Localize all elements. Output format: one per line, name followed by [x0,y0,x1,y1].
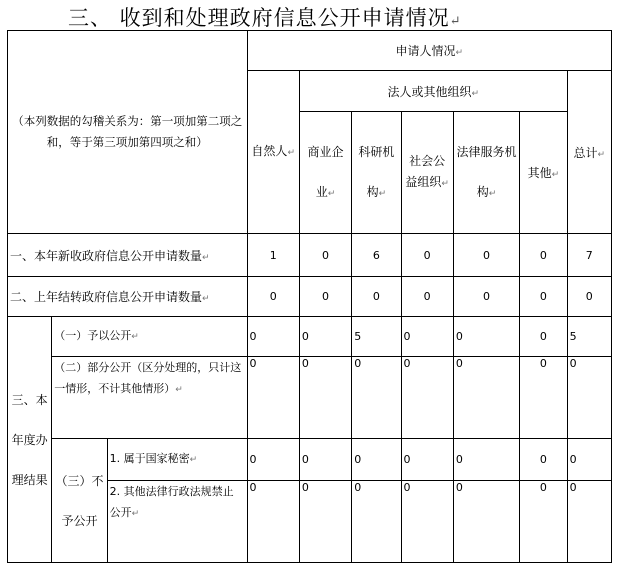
value-cell: 0 [401,439,453,481]
social-welfare-header-cell [401,112,453,234]
paragraph-mark-icon: ↵ [131,509,140,519]
value-cell: 0 [567,277,611,317]
paragraph-mark-icon: ↵ [175,385,183,395]
value-cell: 1 [247,234,299,277]
row-label: （一）予以公开 [54,329,132,342]
header-note: （本列数据的勾稽关系为：第一项加第二项之和，等于第三项加第四项之和） [12,114,243,149]
paragraph-mark-icon: ↵ [378,188,387,199]
value-cell: 5 [567,317,611,357]
applicant-header: 申请人情况 [395,44,456,58]
paragraph-mark-icon: ↵ [597,149,606,160]
value-cell: 0 [247,481,299,563]
paragraph-mark-icon: ↵ [189,455,198,465]
value-cell: 0 [352,357,401,439]
value-cell: 0 [352,277,401,317]
table-row [8,277,612,317]
commercial-header-cell [299,112,351,234]
value-cell: 0 [299,234,351,277]
paragraph-mark-icon: ↵ [327,188,336,199]
legal-entity-group-header-cell [299,71,567,112]
row-label-cell [52,317,247,357]
value-cell: 0 [299,357,351,439]
paragraph-mark-icon: ↵ [202,294,210,304]
paragraph-mark-icon: ↵ [441,178,449,189]
result-group-label: 三、本年度办理结果 [11,392,48,487]
paragraph-mark-icon: ↵ [488,188,497,199]
value-cell: 0 [453,317,519,357]
total-header: 总计 [573,145,598,160]
research-header-cell [352,112,401,234]
other-header-cell [520,112,567,234]
withheld-label: （三）不予公开 [55,473,104,528]
row-label: （二）部分公开（区分处理的，只计这一情形，不计其他情形） [54,361,242,395]
header-note-cell [8,31,248,234]
social-welfare-header: 社会公益组织 [405,153,446,189]
row-label-cell [8,234,248,277]
paragraph-mark-icon: ↵ [131,332,139,342]
value-cell: 6 [352,234,401,277]
value-cell: 0 [567,439,611,481]
row-label-cell [107,439,247,481]
legal-service-header: 法律服务机构 [456,144,517,199]
value-cell: 0 [299,317,351,357]
table-row [8,234,612,277]
value-cell: 0 [567,481,611,563]
other-header: 其他 [527,166,552,180]
row-label-cell [107,481,247,563]
paragraph-mark-icon: ↵ [551,170,560,180]
section-title [68,2,462,32]
value-cell: 0 [401,317,453,357]
paragraph-mark-icon: ↵ [449,14,462,29]
table-row [8,357,612,439]
value-cell: 7 [567,234,611,277]
value-cell: 0 [401,481,453,563]
row-label-cell [52,357,247,439]
value-cell: 0 [520,277,567,317]
value-cell: 0 [352,481,401,563]
natural-person-header-cell [247,71,299,234]
row-label: 二、上年结转政府信息公开申请数量 [10,290,203,304]
value-cell: 0 [247,277,299,317]
commercial-header: 商业企业 [307,144,344,199]
legal-entity-group-header: 法人或其他组织 [387,84,472,99]
row-label: 1. 属于国家秘密 [109,452,190,465]
row-label: 一、本年新收政府信息公开申请数量 [10,248,203,263]
paragraph-mark-icon: ↵ [471,88,479,99]
table-row [8,317,612,357]
value-cell: 0 [247,317,299,357]
value-cell: 0 [520,317,567,357]
research-header: 科研机构 [358,144,395,199]
value-cell: 0 [520,481,567,563]
table-row [8,439,612,481]
value-cell: 0 [352,439,401,481]
value-cell: 5 [352,317,401,357]
row-label-cell [8,277,248,317]
value-cell: 0 [453,234,519,277]
value-cell: 0 [299,277,351,317]
value-cell: 0 [453,439,519,481]
total-header-cell [567,71,611,234]
value-cell: 0 [401,357,453,439]
value-cell: 0 [247,357,299,439]
applicant-header-cell [247,31,611,71]
row-label: 2. 其他法律行政法规禁止公开 [109,485,234,519]
value-cell: 0 [453,277,519,317]
value-cell: 0 [453,481,519,563]
info-disclosure-table [7,30,612,563]
value-cell: 0 [520,439,567,481]
value-cell: 0 [567,357,611,439]
value-cell: 0 [520,234,567,277]
value-cell: 0 [401,277,453,317]
value-cell: 0 [520,357,567,439]
value-cell: 0 [247,439,299,481]
paragraph-mark-icon: ↵ [455,48,464,58]
paragraph-mark-icon: ↵ [287,148,295,158]
value-cell: 0 [401,234,453,277]
natural-person-header: 自然人 [251,144,288,158]
value-cell: 0 [453,357,519,439]
value-cell: 0 [299,481,351,563]
legal-service-header-cell [453,112,519,234]
section-title-text: 三、 收到和处理政府信息公开申请情况 [68,6,450,30]
withheld-label-cell [52,439,107,563]
paragraph-mark-icon: ↵ [202,252,210,263]
result-group-label-cell [8,317,52,563]
value-cell: 0 [299,439,351,481]
